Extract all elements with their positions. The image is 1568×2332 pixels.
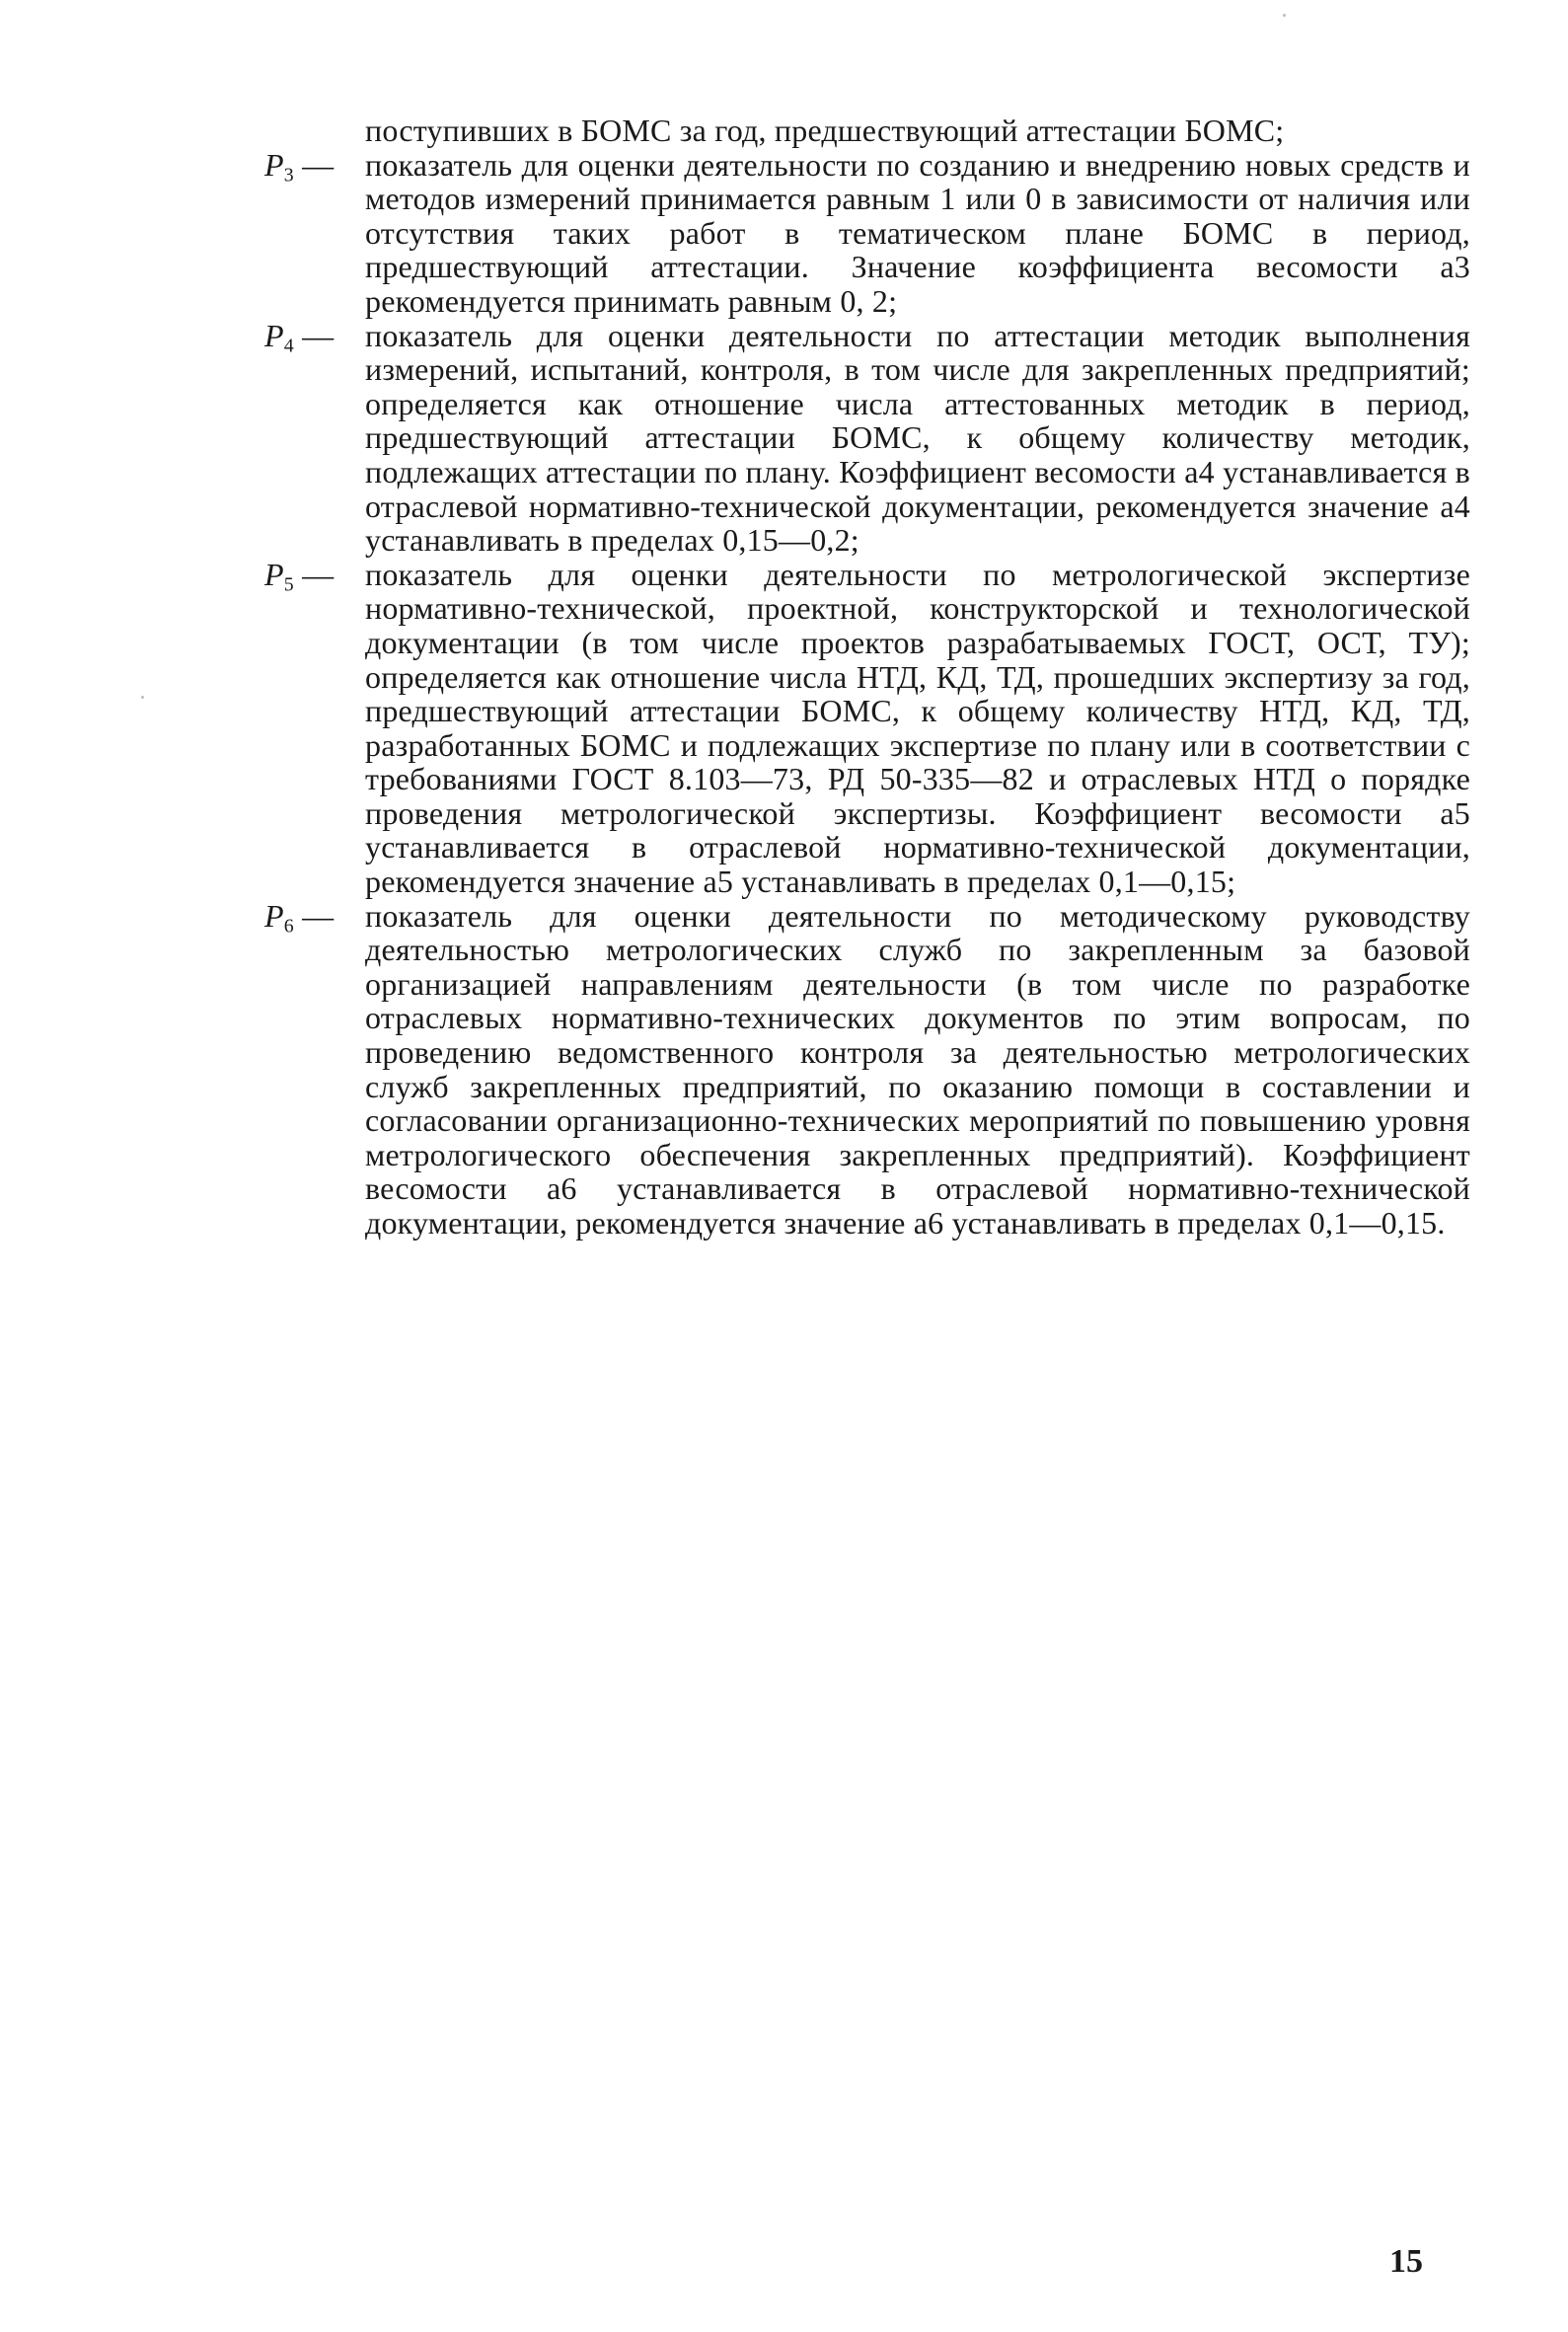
scan-speck <box>141 696 144 699</box>
symbol-p4: $P_4$ — <box>264 317 335 357</box>
document-body <box>247 113 1470 1241</box>
definition-p3 <box>247 148 1470 319</box>
page-number: 15 <box>1389 2243 1423 2280</box>
definition-p3-text: показатель для оценки деятельности по созданию и внедрению новых средств и методов измерений принимается равным 1 или 0 в зависимости от наличия или отсутствия таких работ в тематическом плане БОМС в период, предшествующий аттестации. Значение коэффициента весомости а3 рекомендуется принимать равным 0, 2; <box>365 146 1470 319</box>
definition-p4 <box>247 319 1470 558</box>
definition-p6-text: показатель для оценки деятельности по методическому руководству деятельностью метрологических служб по закрепленным за базовой организацией направлениям деятельности (в том числе по разработке отраслевых нормативно-технических документов по этим вопросам, по проведению ведомственного контроля за деятельностью метрологических служб закрепленных предприятий, по оказанию помощи в составлении и согласовании организационно-технических мероприятий по повышению уровня метрологического обеспечения закрепленных предприятий). Коэффициент весомости а6 устанавливается в отраслевой нормативно-технической документации, рекомендуется значение а6 устанавливать в пределах 0,1—0,15. <box>365 897 1470 1241</box>
definition-p5-text: показатель для оценки деятельности по метрологической экспертизе нормативно-технической, проектной, конструкторской и технологической документации (в том числе проектов разрабатываемых ГОСТ, ОСТ, ТУ); определяется как отношение числа НТД, КД, ТД, прошедших экспертизу за год, предшествующий аттестации БОМС, к общему количеству НТД, КД, ТД, разработанных БОМС и подлежащих экспертизе по плану или в соответствии с требованиями ГОСТ 8.103—73, РД 50-335—82 и отраслевых НТД о порядке проведения метрологической экспертизы. Коэффициент весомости а5 устанавливается в отраслевой нормативно-технической документации, рекомендуется значение а5 устанавливать в пределах 0,1—0,15; <box>365 556 1470 900</box>
intro-paragraph <box>247 113 1470 148</box>
definition-p6 <box>247 899 1470 1241</box>
symbol-p3: $P_3$ — <box>264 146 335 187</box>
intro-text: поступивших в БОМС за год, предшествующий аттестации БОМС; <box>365 113 1285 148</box>
scan-speck <box>1283 14 1286 17</box>
definition-p5 <box>247 558 1470 899</box>
definition-p4-text: показатель для оценки деятельности по аттестации методик выполнения измерений, испытаний, контроля, в том числе для закрепленных предприятий; определяется как отношение числа аттестованных методик в период, предшествующий аттестации БОМС, к общему количеству методик, подлежащих аттестации по плану. Коэффициент весомости а4 устанавливается в отраслевой нормативно-технической документации, рекомендуется значение а4 устанавливать в пределах 0,15—0,2; <box>365 317 1470 559</box>
symbol-p5: $P_5$ — <box>264 556 335 596</box>
symbol-p6: $P_6$ — <box>264 897 335 938</box>
